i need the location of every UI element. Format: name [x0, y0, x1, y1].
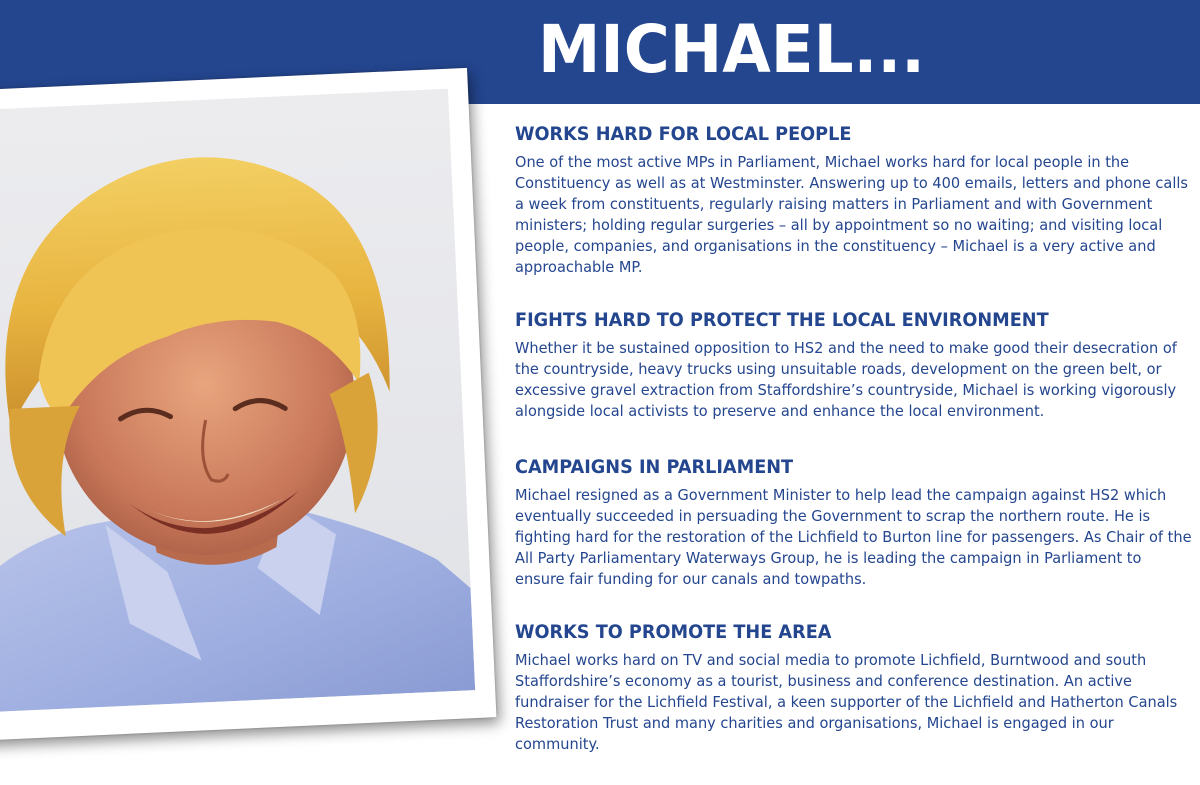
page-title: MICHAEL...	[538, 11, 925, 88]
section-heading: WORKS TO PROMOTE THE AREA	[515, 621, 832, 643]
section-promote-area	[515, 619, 1193, 755]
section-body: Michael works hard on TV and social media to promote Lichfield, Burntwood and south Staffordshire’s economy as a tourist, business and conference destination. An active fundraiser for the Lichfield Festival, a keen supporter of the Lichfield and Hatherton Canals Restoration Trust and many charities and organisations, Michael is engaged in our community.	[515, 651, 1178, 753]
section-body: Michael resigned as a Government Minister to help lead the campaign against HS2 which eventually succeeded in persuading the Government to scrap the northern route. He is fighting hard for the restoration of the Lichfield to Burton line for passengers. As Chair of the All Party Parliamentary Waterways Group, he is leading the campaign in Parliament to ensure fair funding for our canals and towpaths.	[515, 486, 1192, 588]
polaroid-frame	[0, 68, 496, 742]
section-body: Whether it be sustained opposition to HS2 and the need to make good their desecration of the countryside, heavy trucks using unsuitable roads, development on the green belt, or excessive gravel extraction from Staffordshire’s countryside, Michael is working vigorously alongside local activists to preserve and enhance the local environment.	[515, 339, 1177, 420]
section-body: One of the most active MPs in Parliament, Michael works hard for local people in the Constituency as well as at Westminster. Answering up to 400 emails, letters and phone calls a week from constituents, regularly raising matters in Parliament and with Government ministers; holding regular surgeries – all by appointment so no waiting; and visiting local people, companies, and organisations in the constituency – Michael is a very active and approachable MP.	[515, 153, 1189, 276]
text-column	[515, 121, 1193, 785]
section-heading: WORKS HARD FOR LOCAL PEOPLE	[515, 123, 852, 145]
portrait-photo	[0, 89, 475, 714]
section-parliament	[515, 454, 1193, 590]
section-heading: FIGHTS HARD TO PROTECT THE LOCAL ENVIRONMENT	[515, 309, 1049, 331]
portrait-illustration	[0, 89, 475, 714]
section-environment	[515, 307, 1193, 422]
section-heading: CAMPAIGNS IN PARLIAMENT	[515, 456, 794, 478]
section-local-people	[515, 121, 1193, 278]
